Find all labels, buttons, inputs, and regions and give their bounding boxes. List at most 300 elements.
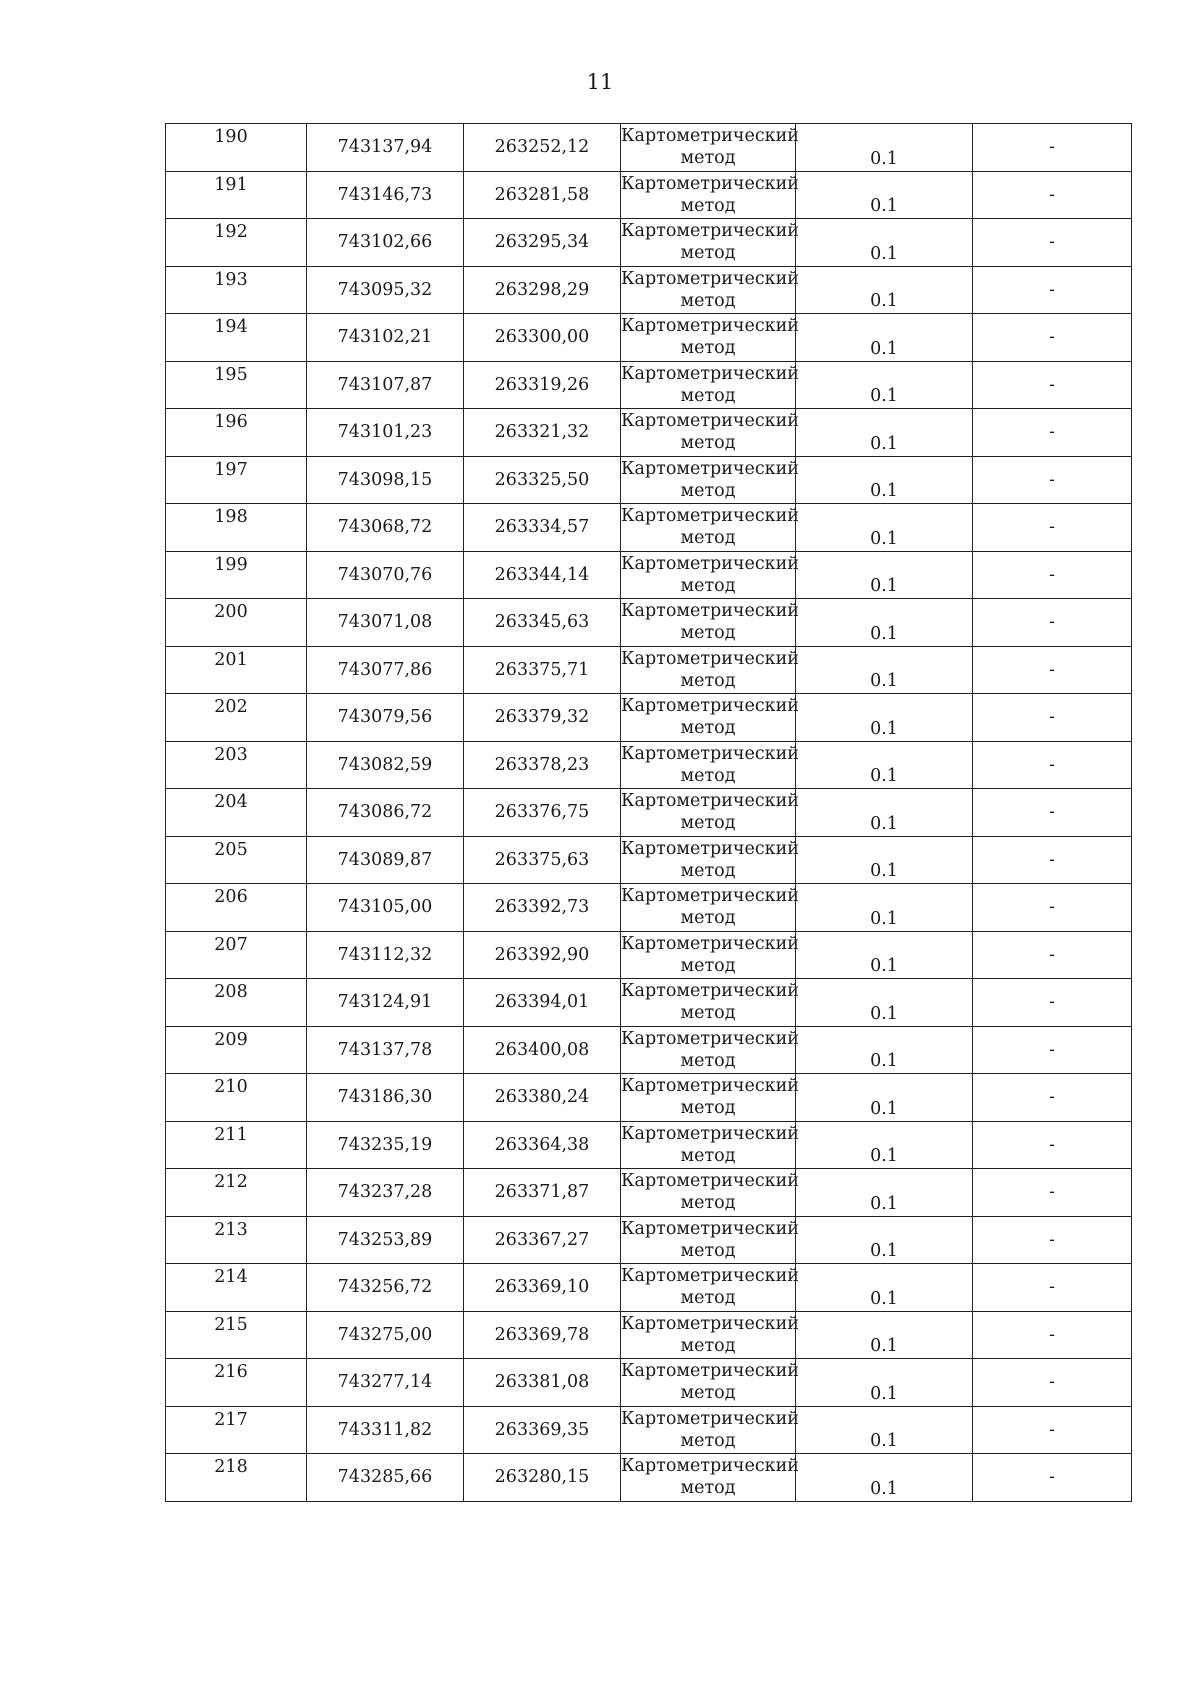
y-coordinate: 263369,10: [464, 1264, 621, 1312]
accuracy-value: 0.1: [870, 1003, 898, 1024]
accuracy-cell: [796, 1216, 973, 1264]
method-line-1: Картометрический: [621, 316, 799, 337]
method-line-2: метод: [680, 1050, 736, 1071]
accuracy-cell: [796, 504, 973, 552]
accuracy-cell: [796, 266, 973, 314]
y-coordinate: 263378,23: [464, 741, 621, 789]
x-coordinate: 743146,73: [307, 171, 464, 219]
y-coordinate: 263392,90: [464, 931, 621, 979]
x-coordinate: 743102,66: [307, 219, 464, 267]
x-coordinate: 743235,19: [307, 1121, 464, 1169]
point-number-cell: [166, 694, 307, 742]
point-number: 201: [214, 649, 248, 670]
method-line-1: Картометрический: [621, 221, 799, 242]
y-coordinate: 263325,50: [464, 456, 621, 504]
point-number-cell: [166, 551, 307, 599]
point-number-cell: [166, 456, 307, 504]
table-row: [166, 171, 1132, 219]
y-coordinate: 263381,08: [464, 1359, 621, 1407]
method-cell: [621, 219, 799, 267]
method-cell: [621, 124, 799, 172]
method-cell: [621, 979, 799, 1027]
accuracy-value: 0.1: [870, 623, 898, 644]
point-number-cell: [166, 1359, 307, 1407]
x-coordinate: 743101,23: [307, 409, 464, 457]
method-line-1: Картометрический: [621, 553, 799, 574]
method-cell: [621, 1216, 799, 1264]
point-number: 204: [214, 792, 248, 812]
point-number: 212: [214, 1172, 248, 1192]
note-cell: -: [973, 1169, 1132, 1217]
accuracy-value: 0.1: [870, 956, 898, 976]
accuracy-value: 0.1: [870, 766, 898, 786]
method-line-2: метод: [680, 1240, 736, 1261]
method-line-1: Картометрический: [621, 648, 799, 669]
x-coordinate: 743086,72: [307, 789, 464, 837]
x-coordinate: 743077,86: [307, 646, 464, 694]
method-line-1: Картометрический: [621, 1076, 799, 1097]
accuracy-cell: [796, 646, 973, 694]
x-coordinate: 743107,87: [307, 361, 464, 409]
point-number-cell: [166, 789, 307, 837]
point-number: 207: [214, 934, 248, 955]
x-coordinate: 743095,32: [307, 266, 464, 314]
accuracy-value: 0.1: [870, 291, 898, 311]
point-number: 195: [214, 364, 248, 385]
accuracy-value: 0.1: [870, 386, 898, 406]
method-line-1: Картометрический: [621, 886, 799, 907]
x-coordinate: 743256,72: [307, 1264, 464, 1312]
method-line-2: метод: [680, 670, 736, 691]
accuracy-value: 0.1: [870, 196, 898, 216]
accuracy-cell: [796, 884, 973, 932]
method-line-2: метод: [680, 1335, 736, 1356]
point-number: 202: [214, 697, 248, 717]
method-line-1: Картометрический: [621, 933, 799, 954]
accuracy-cell: [796, 694, 973, 742]
method-cell: [621, 551, 799, 599]
point-number-cell: [166, 1169, 307, 1217]
method-line-1: Картометрический: [621, 1171, 799, 1192]
note-cell: -: [973, 884, 1132, 932]
accuracy-value: 0.1: [870, 718, 898, 739]
accuracy-value: 0.1: [870, 1146, 898, 1166]
x-coordinate: 743105,00: [307, 884, 464, 932]
method-line-1: Картометрический: [621, 1313, 799, 1334]
method-line-1: Картометрический: [621, 126, 799, 147]
y-coordinate: 263364,38: [464, 1121, 621, 1169]
point-number: 197: [214, 459, 248, 480]
y-coordinate: 263375,71: [464, 646, 621, 694]
x-coordinate: 743253,89: [307, 1216, 464, 1264]
coordinates-table: [165, 123, 1132, 1502]
accuracy-cell: [796, 979, 973, 1027]
table-row: [166, 1454, 1132, 1502]
method-line-2: метод: [680, 1430, 736, 1451]
note-cell: -: [973, 1359, 1132, 1407]
table-row: [166, 314, 1132, 362]
x-coordinate: 743137,94: [307, 124, 464, 172]
method-line-2: метод: [680, 290, 736, 311]
y-coordinate: 263300,00: [464, 314, 621, 362]
point-number-cell: [166, 1454, 307, 1502]
point-number: 209: [214, 1029, 248, 1050]
method-line-2: метод: [680, 1478, 736, 1499]
method-line-1: Картометрический: [621, 601, 799, 622]
table-row: [166, 456, 1132, 504]
method-cell: [621, 1359, 799, 1407]
note-cell: -: [973, 1406, 1132, 1454]
note-cell: -: [973, 599, 1132, 647]
accuracy-cell: [796, 1406, 973, 1454]
point-number: 214: [214, 1267, 248, 1287]
method-line-2: метод: [680, 575, 736, 596]
y-coordinate: 263369,78: [464, 1311, 621, 1359]
table-row: [166, 504, 1132, 552]
note-cell: -: [973, 551, 1132, 599]
method-line-1: Картометрический: [621, 1456, 799, 1477]
accuracy-value: 0.1: [870, 1098, 898, 1119]
method-line-1: Картометрический: [621, 1266, 799, 1287]
point-number: 215: [214, 1314, 248, 1335]
x-coordinate: 743275,00: [307, 1311, 464, 1359]
y-coordinate: 263280,15: [464, 1454, 621, 1502]
table-row: [166, 1359, 1132, 1407]
point-number-cell: [166, 1074, 307, 1122]
method-line-2: метод: [680, 955, 736, 976]
table-row: [166, 1026, 1132, 1074]
table-row: [166, 1169, 1132, 1217]
note-cell: -: [973, 171, 1132, 219]
point-number: 191: [214, 174, 248, 195]
point-number-cell: [166, 646, 307, 694]
x-coordinate: 743277,14: [307, 1359, 464, 1407]
method-cell: [621, 1169, 799, 1217]
coordinates-table-body: [166, 124, 1132, 1502]
point-number: 206: [214, 887, 248, 907]
method-line-2: метод: [680, 1098, 736, 1119]
method-line-1: Картометрический: [621, 743, 799, 764]
method-cell: [621, 1311, 799, 1359]
point-number: 211: [214, 1124, 248, 1145]
y-coordinate: 263344,14: [464, 551, 621, 599]
method-line-1: Картометрический: [621, 838, 799, 859]
point-number-cell: [166, 1216, 307, 1264]
method-line-1: Картометрический: [621, 173, 799, 194]
method-cell: [621, 456, 799, 504]
method-line-2: метод: [680, 148, 736, 169]
method-line-1: Картометрический: [621, 1028, 799, 1049]
method-cell: [621, 361, 799, 409]
y-coordinate: 263345,63: [464, 599, 621, 647]
point-number-cell: [166, 361, 307, 409]
method-cell: [621, 1074, 799, 1122]
point-number: 203: [214, 744, 248, 765]
table-row: [166, 741, 1132, 789]
method-cell: [621, 1026, 799, 1074]
table-row: [166, 979, 1132, 1027]
note-cell: -: [973, 314, 1132, 362]
accuracy-cell: [796, 1169, 973, 1217]
note-cell: -: [973, 1454, 1132, 1502]
method-cell: [621, 171, 799, 219]
accuracy-value: 0.1: [870, 1241, 898, 1261]
method-line-2: метод: [680, 1003, 736, 1024]
note-cell: -: [973, 931, 1132, 979]
point-number-cell: [166, 171, 307, 219]
method-line-1: Картометрический: [621, 1218, 799, 1239]
accuracy-cell: [796, 124, 973, 172]
point-number-cell: [166, 1026, 307, 1074]
x-coordinate: 743102,21: [307, 314, 464, 362]
accuracy-value: 0.1: [870, 148, 898, 169]
point-number-cell: [166, 124, 307, 172]
point-number-cell: [166, 504, 307, 552]
method-cell: [621, 1264, 799, 1312]
method-cell: [621, 694, 799, 742]
accuracy-value: 0.1: [870, 1193, 898, 1214]
method-line-2: метод: [680, 480, 736, 501]
method-line-2: метод: [680, 528, 736, 549]
point-number-cell: [166, 1311, 307, 1359]
note-cell: -: [973, 1311, 1132, 1359]
table-row: [166, 124, 1132, 172]
x-coordinate: 743068,72: [307, 504, 464, 552]
y-coordinate: 263376,75: [464, 789, 621, 837]
x-coordinate: 743089,87: [307, 836, 464, 884]
point-number-cell: [166, 1264, 307, 1312]
method-line-1: Картометрический: [621, 981, 799, 1002]
accuracy-cell: [796, 789, 973, 837]
point-number: 198: [214, 507, 248, 527]
method-line-1: Картометрический: [621, 791, 799, 812]
accuracy-cell: [796, 361, 973, 409]
method-line-1: Картометрический: [621, 506, 799, 527]
method-cell: [621, 504, 799, 552]
accuracy-value: 0.1: [870, 243, 898, 264]
method-line-2: метод: [680, 433, 736, 454]
note-cell: -: [973, 836, 1132, 884]
method-line-2: метод: [680, 385, 736, 406]
x-coordinate: 743112,32: [307, 931, 464, 979]
accuracy-value: 0.1: [870, 813, 898, 834]
accuracy-value: 0.1: [870, 481, 898, 501]
accuracy-cell: [796, 599, 973, 647]
method-cell: [621, 789, 799, 837]
accuracy-cell: [796, 1074, 973, 1122]
table-row: [166, 646, 1132, 694]
table-row: [166, 931, 1132, 979]
method-cell: [621, 646, 799, 694]
table-row: [166, 884, 1132, 932]
y-coordinate: 263319,26: [464, 361, 621, 409]
x-coordinate: 743071,08: [307, 599, 464, 647]
point-number-cell: [166, 979, 307, 1027]
y-coordinate: 263281,58: [464, 171, 621, 219]
accuracy-value: 0.1: [870, 908, 898, 929]
y-coordinate: 263367,27: [464, 1216, 621, 1264]
method-line-1: Картометрический: [621, 363, 799, 384]
note-cell: -: [973, 266, 1132, 314]
accuracy-cell: [796, 314, 973, 362]
accuracy-cell: [796, 1264, 973, 1312]
method-line-1: Картометрический: [621, 268, 799, 289]
accuracy-cell: [796, 456, 973, 504]
accuracy-value: 0.1: [870, 671, 898, 691]
point-number: 200: [214, 602, 248, 622]
note-cell: -: [973, 646, 1132, 694]
point-number: 210: [214, 1077, 248, 1097]
accuracy-cell: [796, 1359, 973, 1407]
method-line-2: метод: [680, 195, 736, 216]
point-number-cell: [166, 836, 307, 884]
accuracy-value: 0.1: [870, 1431, 898, 1451]
point-number: 193: [214, 269, 248, 290]
point-number: 216: [214, 1362, 248, 1382]
table-row: [166, 789, 1132, 837]
accuracy-value: 0.1: [870, 1478, 898, 1499]
point-number-cell: [166, 741, 307, 789]
table-row: [166, 361, 1132, 409]
note-cell: -: [973, 1026, 1132, 1074]
note-cell: -: [973, 1264, 1132, 1312]
point-number-cell: [166, 314, 307, 362]
table-row: [166, 836, 1132, 884]
method-line-1: Картометрический: [621, 458, 799, 479]
method-cell: [621, 409, 799, 457]
accuracy-value: 0.1: [870, 1336, 898, 1356]
accuracy-cell: [796, 1121, 973, 1169]
method-line-2: метод: [680, 860, 736, 881]
x-coordinate: 743311,82: [307, 1406, 464, 1454]
y-coordinate: 263400,08: [464, 1026, 621, 1074]
table-row: [166, 694, 1132, 742]
x-coordinate: 743098,15: [307, 456, 464, 504]
method-line-2: метод: [680, 623, 736, 644]
accuracy-cell: [796, 741, 973, 789]
point-number: 199: [214, 554, 248, 575]
x-coordinate: 743082,59: [307, 741, 464, 789]
method-line-2: метод: [680, 1145, 736, 1166]
method-line-2: метод: [680, 243, 736, 264]
method-line-1: Картометрический: [621, 1408, 799, 1429]
method-line-2: метод: [680, 1383, 736, 1404]
note-cell: -: [973, 1074, 1132, 1122]
table-row: [166, 599, 1132, 647]
y-coordinate: 263252,12: [464, 124, 621, 172]
method-cell: [621, 599, 799, 647]
point-number: 213: [214, 1219, 248, 1240]
note-cell: -: [973, 219, 1132, 267]
method-cell: [621, 931, 799, 979]
x-coordinate: 743137,78: [307, 1026, 464, 1074]
point-number: 196: [214, 412, 248, 432]
accuracy-value: 0.1: [870, 1383, 898, 1404]
method-line-1: Картометрический: [621, 1123, 799, 1144]
x-coordinate: 743124,91: [307, 979, 464, 1027]
point-number-cell: [166, 219, 307, 267]
method-cell: [621, 884, 799, 932]
table-row: [166, 551, 1132, 599]
point-number: 190: [214, 127, 248, 147]
note-cell: -: [973, 741, 1132, 789]
note-cell: -: [973, 504, 1132, 552]
y-coordinate: 263394,01: [464, 979, 621, 1027]
y-coordinate: 263295,34: [464, 219, 621, 267]
accuracy-cell: [796, 1311, 973, 1359]
method-cell: [621, 836, 799, 884]
accuracy-cell: [796, 1026, 973, 1074]
accuracy-value: 0.1: [870, 1288, 898, 1309]
point-number-cell: [166, 409, 307, 457]
accuracy-cell: [796, 931, 973, 979]
point-number-cell: [166, 931, 307, 979]
note-cell: -: [973, 1121, 1132, 1169]
point-number-cell: [166, 266, 307, 314]
y-coordinate: 263298,29: [464, 266, 621, 314]
method-line-2: метод: [680, 338, 736, 359]
method-line-1: Картометрический: [621, 411, 799, 432]
method-cell: [621, 1406, 799, 1454]
table-row: [166, 1121, 1132, 1169]
method-line-1: Картометрический: [621, 696, 799, 717]
accuracy-value: 0.1: [870, 861, 898, 881]
method-line-2: метод: [680, 813, 736, 834]
table-row: [166, 1406, 1132, 1454]
accuracy-cell: [796, 1454, 973, 1502]
point-number-cell: [166, 1121, 307, 1169]
point-number-cell: [166, 599, 307, 647]
table-row: [166, 1074, 1132, 1122]
method-line-1: Картометрический: [621, 1361, 799, 1382]
point-number: 205: [214, 839, 248, 860]
accuracy-cell: [796, 171, 973, 219]
y-coordinate: 263380,24: [464, 1074, 621, 1122]
table-row: [166, 1264, 1132, 1312]
accuracy-value: 0.1: [870, 1051, 898, 1071]
accuracy-value: 0.1: [870, 338, 898, 359]
y-coordinate: 263392,73: [464, 884, 621, 932]
accuracy-value: 0.1: [870, 528, 898, 549]
method-line-2: метод: [680, 908, 736, 929]
table-row: [166, 1311, 1132, 1359]
accuracy-cell: [796, 836, 973, 884]
table-row: [166, 409, 1132, 457]
note-cell: -: [973, 124, 1132, 172]
method-line-2: метод: [680, 718, 736, 739]
x-coordinate: 743079,56: [307, 694, 464, 742]
point-number: 218: [214, 1457, 248, 1477]
point-number-cell: [166, 884, 307, 932]
accuracy-cell: [796, 219, 973, 267]
y-coordinate: 263375,63: [464, 836, 621, 884]
note-cell: -: [973, 979, 1132, 1027]
method-line-2: метод: [680, 1288, 736, 1309]
method-cell: [621, 1454, 799, 1502]
note-cell: -: [973, 361, 1132, 409]
x-coordinate: 743237,28: [307, 1169, 464, 1217]
x-coordinate: 743186,30: [307, 1074, 464, 1122]
table-row: [166, 219, 1132, 267]
method-cell: [621, 1121, 799, 1169]
note-cell: -: [973, 456, 1132, 504]
y-coordinate: 263334,57: [464, 504, 621, 552]
method-cell: [621, 266, 799, 314]
note-cell: -: [973, 694, 1132, 742]
accuracy-value: 0.1: [870, 433, 898, 454]
table-row: [166, 1216, 1132, 1264]
point-number: 194: [214, 317, 248, 337]
